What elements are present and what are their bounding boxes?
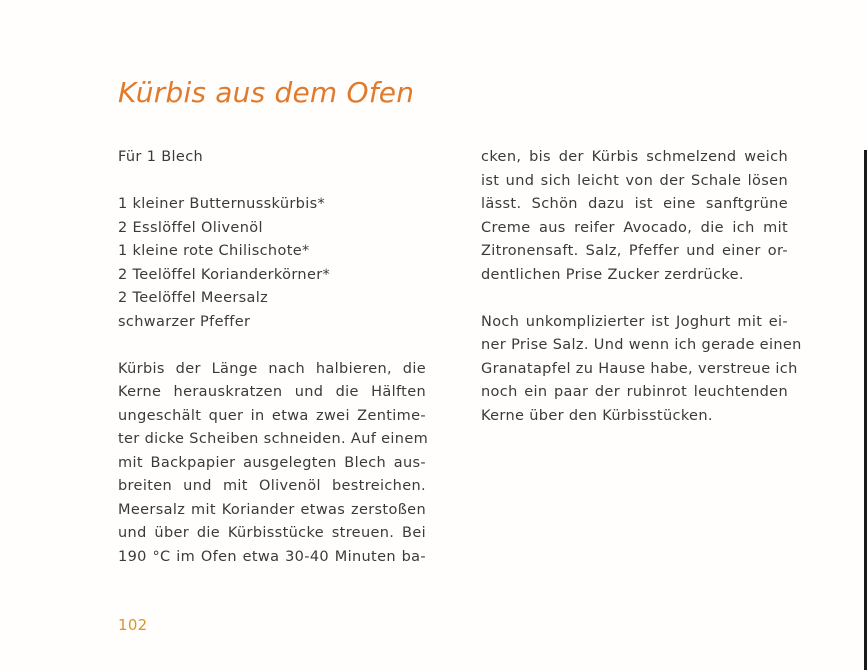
method-line: Noch unkomplizierter ist Joghurt mit ei- (481, 313, 788, 330)
spacer (118, 170, 426, 194)
method-line: Zitronensaft. Salz, Pfeffer und einer or- (481, 243, 788, 259)
method-paragraph-2 (481, 311, 802, 429)
ingredient-item: 2 Teelöffel Meersalz (118, 290, 269, 306)
ingredient-item: 1 kleiner Butternusskürbis* (118, 196, 326, 212)
left-column (118, 146, 429, 569)
method-line: mit Backpapier ausgelegten Blech aus- (118, 454, 426, 471)
method-line: Kerne herauskratzen und die Hälften (118, 384, 426, 400)
method-line: ist und sich leicht von der Schale lösen (481, 172, 788, 189)
method-line: Kürbis der Länge nach halbieren, die (118, 360, 426, 377)
method-line: ungeschält quer in etwa zwei Zentime- (118, 407, 426, 424)
ingredient-item: 1 kleine rote Chilischote* (118, 243, 310, 259)
page-number: 102 (118, 616, 148, 634)
method-line: Meersalz mit Koriander etwas zerstoßen (118, 501, 426, 518)
method-paragraph-1 (118, 358, 429, 570)
method-line: noch ein paar der rubinrot leuchtenden (481, 384, 788, 400)
spacer (118, 334, 426, 358)
method-line: breiten und mit Olivenöl bestreichen. (118, 478, 426, 494)
method-line: lässt. Schön dazu ist eine sanftgrüne (481, 196, 788, 212)
ingredient-item: 2 Teelöffel Korianderkörner* (118, 266, 331, 283)
method-line: cken, bis der Kürbis schmelzend weich (481, 149, 788, 165)
recipe-title: Kürbis aus dem Ofen (118, 76, 415, 109)
ingredient-item: 2 Esslöffel Olivenöl (118, 219, 263, 236)
ingredient-item: schwarzer Pfeffer (118, 313, 251, 330)
method-line: Kerne über den Kürbisstücken. (481, 407, 713, 424)
method-line: dentlichen Prise Zucker zerdrücke. (481, 266, 744, 283)
method-line: 190 °C im Ofen etwa 30-40 Minuten ba- (118, 548, 426, 565)
method-line: Creme aus reifer Avocado, die ich mit (481, 219, 788, 236)
serving-size: Für 1 Blech (118, 149, 204, 165)
method-line: Granatapfel zu Hause habe, verstreue ich (481, 360, 798, 377)
method-paragraph-1-continued (481, 146, 788, 287)
spacer (481, 287, 788, 311)
method-line: und über die Kürbisstücke streuen. Bei (118, 525, 426, 541)
right-column (481, 146, 802, 428)
ingredient-list (118, 193, 426, 334)
method-line: ter dicke Scheiben schneiden. Auf einem (118, 431, 429, 447)
method-line: ner Prise Salz. Und wenn ich gerade einen (481, 337, 802, 353)
